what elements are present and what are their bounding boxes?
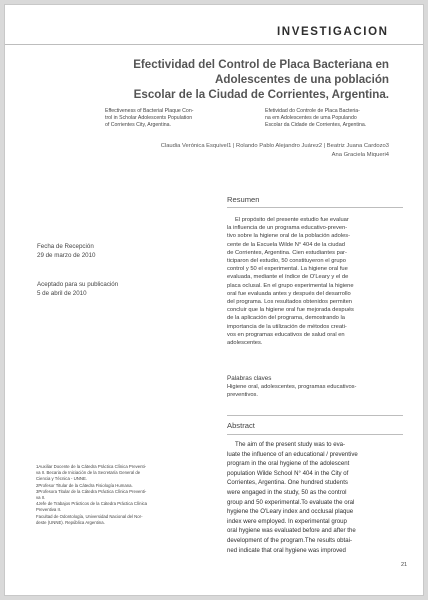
subtitle-line: Efetividad do Controle de Placa Bacteria- [265,108,360,114]
abstract-text [227,440,358,555]
resumen-line: tivo sobre la higiene oral de la población adoles- [227,233,351,240]
resumen-line: El propósito del presente estudio fue evaluar [235,217,349,223]
resumen-line: cente de la Escuela Wilde N° 404 de la ciudad [227,241,346,248]
abstract-line: population Wilde School N° 404 in the City of [227,469,349,477]
resumen-line: importancia de la utilización de métodos creati- [227,323,347,330]
keywords-line: preventivos. [227,392,259,399]
abstract-line: luate the influence of an educational / preventive [227,450,358,458]
resumen-line: evaluada, mediante el índice de O'Leary y el de [227,274,349,281]
accepted-block [37,280,118,299]
abstract-line: index were employed. In experimental group [227,517,347,525]
footnote-line: Ciencia y Técnica - UNNE. [36,476,88,482]
resumen-line: de la aplicación del programa, demostrando la [227,315,345,322]
abstract-heading: Abstract [227,421,255,430]
abstract-line: The aim of the present study was to eva- [235,441,346,448]
resumen-line: adolescentes. [227,340,263,347]
footnote-line: Facultad de Odontología, Universidad Nacional del Nor- [36,513,143,519]
received-block [37,242,95,261]
received-label: Fecha de Recepción [37,243,94,250]
resumen-line: oral fue evaluada antes y después del desarrollo [227,290,351,297]
footnote-line: 1Auxiliar Docente de la Cátedra Práctica Clínica Preventi- [36,464,147,469]
abstract-line: oral hygiene was evaluated before and after the [227,527,356,535]
keywords-heading: Palabras claves [227,375,272,382]
subtitle-line: Effectiveness of Bacterial Plaque Con- [105,108,194,114]
abstract-rule-top [227,415,403,416]
abstract-line: ned indicate that oral hygiene was improved [227,546,346,554]
resumen-rule [227,207,403,208]
subtitle-line: of Corrientes City, Argentina. [105,122,171,129]
resumen-line: placa oclusal. En el grupo experimental la higiene [227,282,354,289]
footnote-line: 2Profesor Titular de la Cátedra Fisiología Humana. [36,482,133,488]
abstract-line: Corrientes, Argentina. One hundred students [227,479,348,487]
abstract-line: group and 50 experimental.To evaluate the oral [227,498,355,506]
abstract-line: program in the oral hygiene of the adolescent [227,460,350,468]
resumen-heading: Resumen [227,195,260,204]
page-number: 21 [401,562,408,568]
resumen-line: vos en programas educativos de salud oral en [227,331,345,338]
subtitle-line: na em Adolescentes de uma Populando [265,115,357,122]
title-line: Escolar de la Ciudad de Corrientes, Argentina. [133,88,389,101]
article-title [69,57,389,102]
keywords-block [227,375,356,400]
footnote-line: Preventiva II. [36,507,62,513]
subtitle-portuguese [265,108,366,130]
header-rule [5,44,423,45]
footnote-line: deste (UNNE). República Argentina. [36,519,105,525]
abstract-rule-bottom [227,434,403,435]
footnotes [36,464,222,526]
title-line: Efectividad del Control de Placa Bacteriana en [133,58,389,71]
footnote-line: 3Profesora Titular de la Cátedra Práctica Clínica Preventi- [36,488,147,494]
resumen-line: la influencia de un programa educativo-preven- [227,225,348,232]
author-line: Claudia Verónica Esquivel1 | Rolando Pablo Alejandro Juárez2 | Beatriz Juana Cardozo3 [160,143,389,149]
subtitle-line: Escolar da Cidade de Corrientes, Argentina. [265,122,367,129]
received-date: 29 de marzo de 2010 [37,252,96,260]
resumen-line: del programa. Los resultados obtenidos permiten [227,299,352,306]
accepted-label: Aceptado para su publicación [37,281,119,288]
abstract-line: development of the program.The results obtai- [227,536,352,544]
footnote-line: 4Jefe de Trabajos Prácticos de la Cátedra Práctica Clínica [36,501,148,507]
section-label: INVESTIGACION [277,26,389,38]
title-line: Adolescentes de una población [215,73,389,86]
abstract-line: were engaged in the study, 50 as the control [227,488,347,496]
journal-page [4,4,424,596]
keywords-line: Higiene oral, adolescentes, programas educativos- [227,384,357,391]
subtitle-english [105,108,193,130]
resumen-line: concluir que la higiene oral fue mejorada después [227,307,354,314]
footnote-line: va II. [36,495,46,501]
footnote-line: va II. Becaria de Iniciación de la Secretaría General de [36,470,141,476]
resumen-line: ticiparon del estudio, 50 constituyeron el grupo [227,258,346,265]
subtitle-line: trol in Scholar Adolescents Population [105,115,193,122]
resumen-text [227,216,354,347]
abstract-line: hygiene the O'Leary index and occlusal plaque [227,508,354,516]
resumen-line: control y 50 el experimental. La higiene oral fue [227,266,348,273]
author-list [69,142,389,160]
resumen-line: de Corrientes, Argentina. Cien estudiantes par- [227,249,347,256]
accepted-date: 5 de abril de 2010 [37,290,87,298]
author-line: Ana Graciela Miqueri4 [331,152,389,158]
